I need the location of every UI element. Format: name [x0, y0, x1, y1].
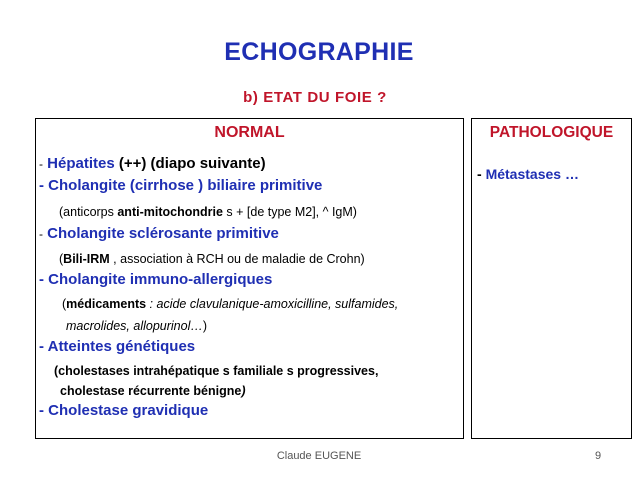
list-item-cholangite-sclerosante	[39, 225, 279, 242]
normal-box	[35, 118, 464, 439]
page-number: 9	[595, 450, 602, 462]
pathologique-heading: PATHOLOGIQUE	[489, 124, 614, 141]
list-item-cholangite-biliaire: - Cholangite (cirrhose ) biliaire primitive	[39, 177, 323, 194]
bullet-dash: -	[477, 166, 486, 182]
slide-subtitle: b) ETAT DU FOIE ?	[243, 89, 387, 106]
atteintes-detail: (cholestases intrahépatique s familiale s progressives,	[54, 364, 379, 378]
list-item-hepatites	[39, 155, 266, 172]
cholangite-immuno-detail	[62, 297, 398, 311]
list-item-cholangite-immuno: - Cholangite immuno-allergiques	[39, 271, 273, 288]
detail-bold: cholestase récurrente bénigne	[60, 384, 242, 398]
detail-text: (anticorps	[59, 205, 118, 219]
pathologique-box	[471, 118, 632, 439]
detail-text: , association à RCH ou de maladie de Crohn)	[109, 252, 365, 266]
detail-text: s + [de type M2], ^ IgM)	[222, 205, 357, 219]
cholangite-immuno-detail-2	[66, 319, 207, 333]
detail-italic: : acide clavulanique-amoxicilline, sulfamides,	[146, 297, 399, 311]
detail-bold: Bili-IRM	[63, 252, 110, 266]
cholangite-biliaire-detail	[59, 205, 357, 219]
bullet-dash: -	[39, 157, 43, 171]
footer-author: Claude EUGENE	[276, 450, 362, 462]
detail-italic: macrolides, allopurinol…	[66, 319, 203, 333]
cholangite-sclerosante-label: Cholangite sclérosante primitive	[47, 225, 279, 242]
hepatites-note: (++) (diapo suivante)	[118, 155, 266, 172]
bullet-dash: -	[39, 227, 43, 241]
hepatites-label: Hépatites	[47, 155, 115, 172]
detail-bold: médicaments	[66, 297, 147, 311]
normal-heading: NORMAL	[214, 124, 285, 141]
detail-text: )	[241, 384, 246, 398]
list-item-atteintes-genetiques: - Atteintes génétiques	[39, 338, 196, 355]
atteintes-detail-2	[60, 384, 246, 398]
detail-bold: anti-mitochondrie	[117, 205, 223, 219]
slide-title: ECHOGRAPHIE	[224, 38, 414, 66]
detail-text: )	[202, 319, 208, 333]
cholangite-sclerosante-detail	[59, 252, 365, 266]
list-item-metastases	[477, 166, 579, 182]
metastases-label: Métastases …	[485, 166, 579, 182]
list-item-cholestase-gravidique: - Cholestase gravidique	[39, 402, 209, 419]
detail-text: (	[62, 297, 67, 311]
detail-text: (	[59, 252, 64, 266]
